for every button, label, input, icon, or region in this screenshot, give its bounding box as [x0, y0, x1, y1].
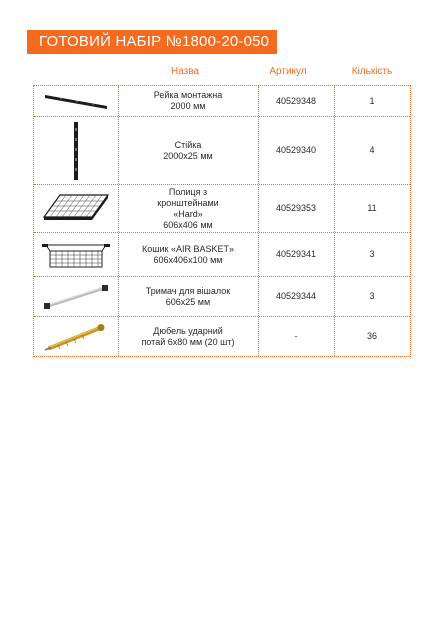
header-article: Артикул — [269, 66, 307, 77]
part-quantity: 3 — [369, 291, 375, 301]
part-quantity: 1 — [369, 95, 375, 106]
table-row — [34, 184, 410, 232]
mounting-rail-icon — [34, 86, 118, 116]
header-quantity: Кількість — [351, 66, 393, 77]
parts-table — [33, 85, 411, 357]
table-row — [34, 86, 410, 116]
part-article: - — [294, 331, 298, 341]
part-article: 40529340 — [275, 145, 317, 155]
shelf-with-brackets-icon — [34, 185, 118, 232]
table-row — [34, 316, 410, 356]
hanger-rod-icon — [34, 277, 118, 316]
table-header — [0, 66, 444, 82]
part-name: Тримач для вішалок 606х25 мм — [145, 285, 231, 307]
part-name: Кошик «AIR BASKET» 606х406х100 мм — [142, 243, 234, 265]
part-quantity: 11 — [367, 203, 377, 213]
wire-basket-icon — [34, 233, 118, 276]
part-name: Полиця з кронштейнами «Hard» 606х406 мм — [157, 186, 219, 230]
part-article: 40529344 — [275, 291, 317, 301]
part-quantity: 4 — [369, 145, 375, 155]
table-row — [34, 232, 410, 276]
part-name: Стійка 2000х25 мм — [163, 139, 213, 161]
set-title-banner — [27, 30, 277, 54]
upright-post-icon — [34, 117, 118, 184]
part-quantity: 36 — [366, 331, 377, 341]
part-name: Дюбель ударний потай 6х80 мм (20 шт) — [141, 325, 235, 347]
part-article: 40529341 — [275, 249, 317, 259]
part-quantity: 3 — [369, 249, 375, 259]
table-row — [34, 276, 410, 316]
dowel-icon — [34, 317, 118, 356]
part-article: 40529353 — [275, 203, 317, 213]
part-article: 40529348 — [275, 95, 317, 106]
header-name: Назва — [170, 66, 200, 77]
part-name: Рейка монтажна 2000 мм — [153, 90, 223, 111]
set-title: ГОТОВИЙ НАБІР №1800-20-050 — [39, 33, 270, 50]
table-row — [34, 116, 410, 184]
